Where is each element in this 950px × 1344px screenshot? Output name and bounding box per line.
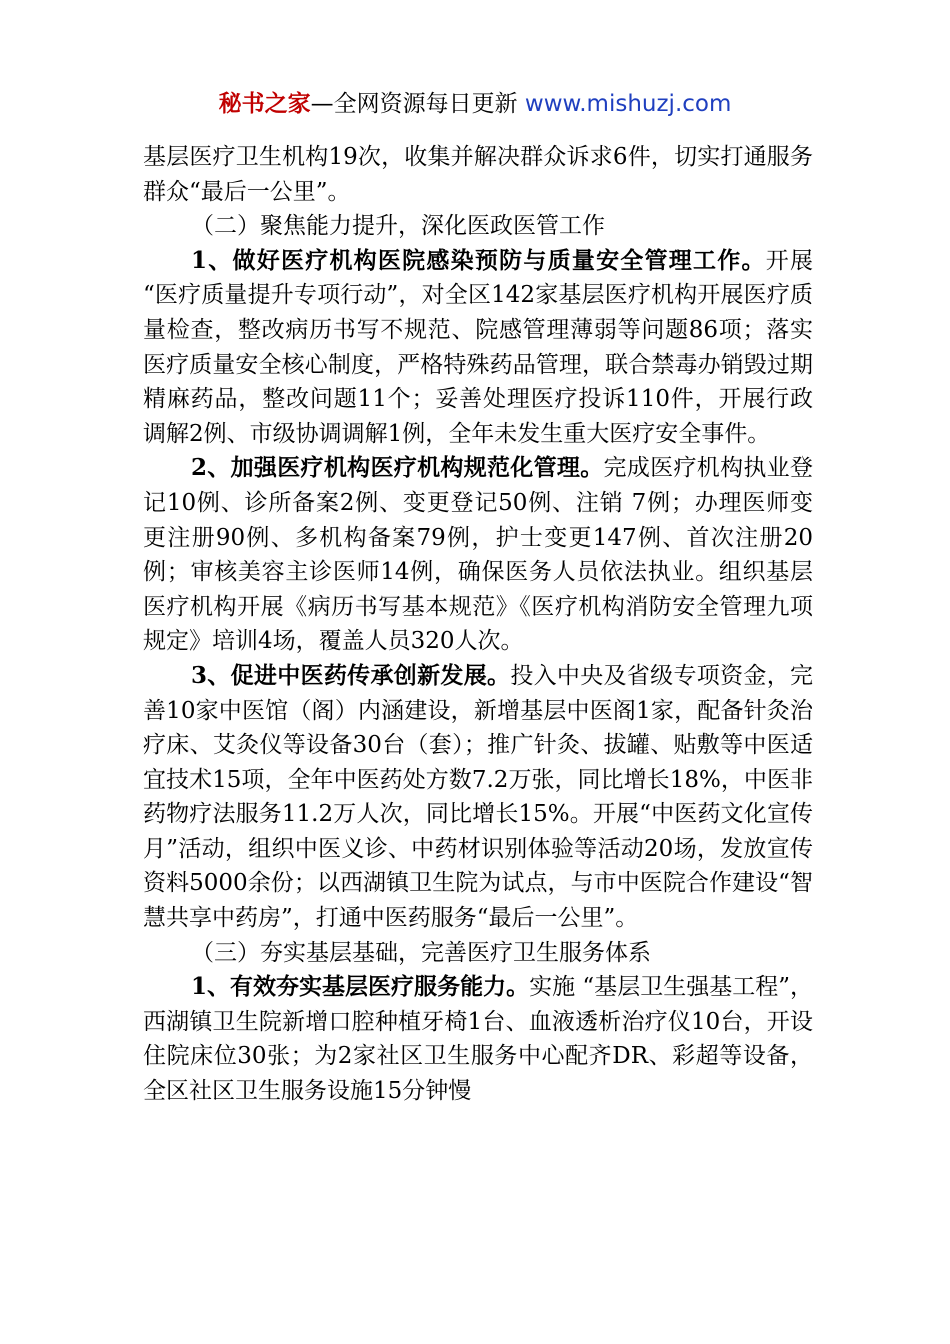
paragraph-item-2-2 bbox=[143, 451, 813, 659]
site-header bbox=[0, 88, 950, 120]
document-body bbox=[143, 140, 813, 1109]
paragraph-heading: 1、有效夯实基层医疗服务能力。 bbox=[191, 973, 530, 1001]
site-slogan: —全网资源每日更新 bbox=[310, 91, 518, 117]
paragraph-heading: 1、做好医疗机构医院感染预防与质量安全管理工作。 bbox=[191, 246, 766, 274]
section-heading-text: （二）聚焦能力提升，深化医政医管工作 bbox=[191, 213, 605, 240]
paragraph-heading: 2、加强医疗机构医疗机构规范化管理。 bbox=[191, 454, 604, 482]
paragraph-item-2-1 bbox=[143, 244, 813, 452]
paragraph-continuation bbox=[143, 140, 813, 209]
paragraph-text: 投入中央及省级专项资金，完善10家中医馆（阁）内涵建设，新增基层中医阁1家，配备针灸治疗床、艾灸仪等设备30台（套）；推广针灸、拔罐、贴敷等中医适宜技术15项，全年中医药处方数7.2万张，同比增长18%，中医非药物疗法服务11.2万人次，同比增长15%。开展“中医药文化宣传月”活动，组织中医义诊、中药材识别体验等活动20场，发放宣传资料5000余份；以西湖镇卫生院为试点，与市中医院合作建设“智慧共享中药房”，打通中医药服务“最后一公里”。 bbox=[143, 662, 813, 932]
section-heading-2 bbox=[143, 209, 813, 244]
paragraph-heading: 3、促进中医药传承创新发展。 bbox=[191, 661, 511, 689]
site-brand: 秘书之家 bbox=[218, 91, 311, 117]
paragraph-text: 完成医疗机构执业登记10例、诊所备案2例、变更登记50例、注销 7例；办理医师变更注册90例、多机构备案79例，护士变更147例、首次注册20例；审核美容主诊医师14例，确保医务人员依法执业。组织基层医疗机构开展《病历书写基本规范》《医疗机构消防安全管理九项规定》培训4场，覆盖人员320人次。 bbox=[143, 455, 813, 655]
site-url-link[interactable]: www.mishuzj.com bbox=[524, 91, 732, 117]
section-heading-3 bbox=[143, 936, 813, 971]
paragraph-text: 开展 “医疗质量提升专项行动”，对全区142家基层医疗机构开展医疗质量检查，整改病历书写不规范、院感管理薄弱等问题86项；落实医疗质量安全核心制度，严格特殊药品管理，联合禁毒办销毁过期精麻药品，整改问题11个；妥善处理医疗投诉110件，开展行政调解2例、市级协调调解1例，全年未发生重大医疗安全事件。 bbox=[143, 247, 813, 447]
paragraph-item-2-3 bbox=[143, 659, 813, 936]
paragraph-text: 实施 “基层卫生强基工程”，西湖镇卫生院新增口腔种植牙椅1台、血液透析治疗仪10台，开设住院床位30张；为2家社区卫生服务中心配齐DR、彩超等设备，全区社区卫生服务设施15分钟慢 bbox=[143, 974, 813, 1105]
paragraph-item-3-1 bbox=[143, 970, 813, 1108]
section-heading-text: （三）夯实基层基础，完善医疗卫生服务体系 bbox=[191, 939, 651, 966]
paragraph-text: 基层医疗卫生机构19次，收集并解决群众诉求6件，切实打通服务群众“最后一公里”。 bbox=[143, 144, 813, 205]
